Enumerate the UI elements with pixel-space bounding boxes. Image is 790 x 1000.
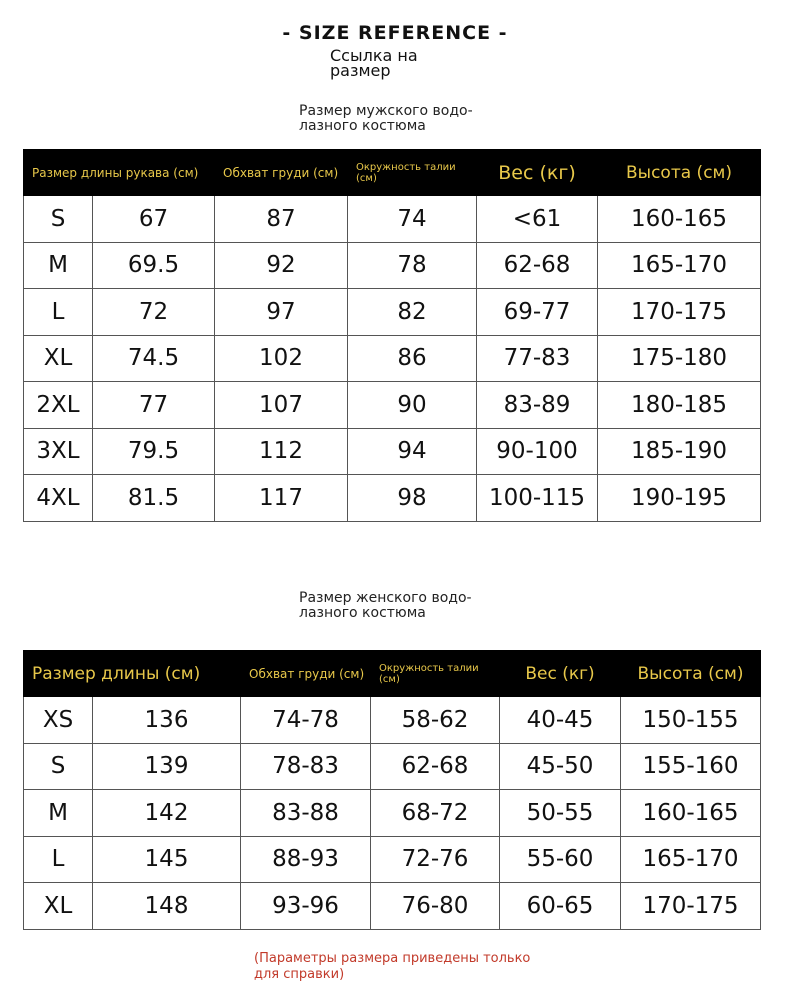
table-cell: 83-88	[241, 790, 371, 837]
men-col-sleeve-length: Размер длины рукава (см)	[24, 150, 215, 196]
table-cell: 76-80	[371, 883, 500, 930]
page-subtitle: Ссылка на размер	[330, 46, 418, 80]
table-row	[24, 743, 761, 790]
table-cell: 81.5	[93, 475, 215, 522]
table-cell: 165-170	[621, 836, 761, 883]
women-col-height: Высота (см)	[621, 651, 761, 697]
table-cell: 67	[93, 196, 215, 243]
table-cell: 150-155	[621, 697, 761, 744]
table-cell: 107	[215, 382, 348, 429]
table-cell: 50-55	[500, 790, 621, 837]
table-cell: 45-50	[500, 743, 621, 790]
table-cell: 60-65	[500, 883, 621, 930]
size-label-cell: XL	[24, 883, 93, 930]
table-cell: 62-68	[477, 242, 598, 289]
table-cell: 90-100	[477, 428, 598, 475]
size-label-cell: L	[24, 836, 93, 883]
women-table-caption: Размер женского водо-лазного костюма	[299, 590, 472, 621]
men-col-weight: Вес (кг)	[477, 150, 598, 196]
size-label-cell: XS	[24, 697, 93, 744]
women-size-table	[23, 650, 761, 930]
women-col-weight: Вес (кг)	[500, 651, 621, 697]
table-cell: 145	[93, 836, 241, 883]
table-cell: 94	[348, 428, 477, 475]
table-cell: 55-60	[500, 836, 621, 883]
size-label-cell: 2XL	[24, 382, 93, 429]
table-cell: 74	[348, 196, 477, 243]
table-cell: 175-180	[598, 335, 761, 382]
size-label-cell: M	[24, 242, 93, 289]
size-label-cell: XL	[24, 335, 93, 382]
table-cell: 58-62	[371, 697, 500, 744]
table-cell: 136	[93, 697, 241, 744]
table-cell: 86	[348, 335, 477, 382]
table-cell: 185-190	[598, 428, 761, 475]
table-cell: 82	[348, 289, 477, 336]
table-cell: 98	[348, 475, 477, 522]
table-row	[24, 242, 761, 289]
table-cell: 79.5	[93, 428, 215, 475]
size-label-cell: 3XL	[24, 428, 93, 475]
table-cell: 78-83	[241, 743, 371, 790]
table-cell: 170-175	[621, 883, 761, 930]
table-cell: 88-93	[241, 836, 371, 883]
table-row	[24, 697, 761, 744]
size-label-cell: S	[24, 196, 93, 243]
table-row	[24, 196, 761, 243]
women-header-row	[24, 651, 761, 697]
table-cell: 160-165	[621, 790, 761, 837]
table-cell: 97	[215, 289, 348, 336]
table-cell: 117	[215, 475, 348, 522]
women-col-length: Размер длины (см)	[24, 651, 241, 697]
table-row	[24, 335, 761, 382]
table-cell: 40-45	[500, 697, 621, 744]
table-cell: 77-83	[477, 335, 598, 382]
table-cell: 102	[215, 335, 348, 382]
table-cell: 148	[93, 883, 241, 930]
table-cell: 74.5	[93, 335, 215, 382]
table-cell: <61	[477, 196, 598, 243]
reference-note: (Параметры размера приведены только для справки)	[254, 951, 531, 982]
table-cell: 78	[348, 242, 477, 289]
women-col-chest: Обхват груди (см)	[241, 651, 371, 697]
table-cell: 92	[215, 242, 348, 289]
table-cell: 190-195	[598, 475, 761, 522]
men-col-waist: Окружность талии (см)	[348, 150, 477, 196]
table-cell: 180-185	[598, 382, 761, 429]
table-row	[24, 790, 761, 837]
table-cell: 155-160	[621, 743, 761, 790]
table-cell: 90	[348, 382, 477, 429]
table-row	[24, 428, 761, 475]
table-cell: 87	[215, 196, 348, 243]
table-cell: 83-89	[477, 382, 598, 429]
size-label-cell: S	[24, 743, 93, 790]
table-row	[24, 475, 761, 522]
men-header-row	[24, 150, 761, 196]
table-row	[24, 883, 761, 930]
table-row	[24, 836, 761, 883]
size-label-cell: L	[24, 289, 93, 336]
table-cell: 69-77	[477, 289, 598, 336]
table-cell: 160-165	[598, 196, 761, 243]
table-cell: 139	[93, 743, 241, 790]
men-table-caption: Размер мужского водо-лазного костюма	[299, 103, 473, 134]
table-cell: 74-78	[241, 697, 371, 744]
men-col-height: Высота (см)	[598, 150, 761, 196]
table-cell: 100-115	[477, 475, 598, 522]
table-row	[24, 289, 761, 336]
size-label-cell: M	[24, 790, 93, 837]
table-cell: 72-76	[371, 836, 500, 883]
men-size-table	[23, 149, 761, 522]
table-cell: 170-175	[598, 289, 761, 336]
table-cell: 72	[93, 289, 215, 336]
table-cell: 93-96	[241, 883, 371, 930]
table-cell: 165-170	[598, 242, 761, 289]
table-cell: 112	[215, 428, 348, 475]
women-col-waist: Окружность талии (см)	[371, 651, 500, 697]
table-row	[24, 382, 761, 429]
table-cell: 62-68	[371, 743, 500, 790]
table-cell: 77	[93, 382, 215, 429]
table-cell: 68-72	[371, 790, 500, 837]
size-label-cell: 4XL	[24, 475, 93, 522]
men-col-chest: Обхват груди (см)	[215, 150, 348, 196]
page-title: - SIZE REFERENCE -	[282, 22, 508, 44]
table-cell: 69.5	[93, 242, 215, 289]
table-cell: 142	[93, 790, 241, 837]
